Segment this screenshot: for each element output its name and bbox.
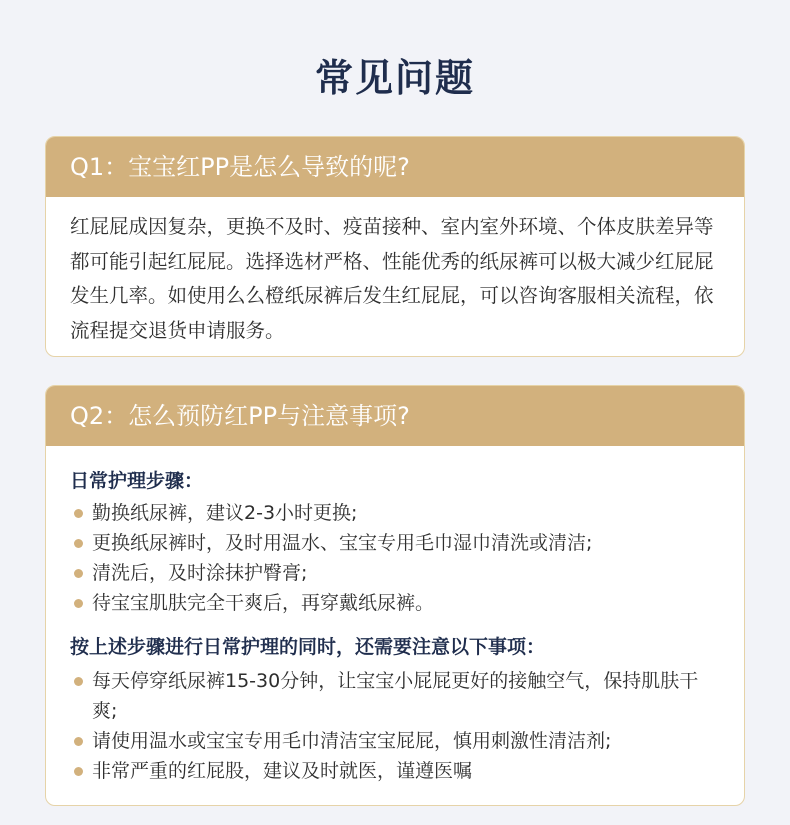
- list-item: [70, 528, 720, 558]
- bullet-dot-icon: [74, 599, 83, 608]
- list-item-text: 请使用温水或宝宝专用毛巾清洁宝宝屁屁，慎用刺激性清洁剂;: [92, 730, 612, 752]
- page-title: 常见问题: [314, 56, 475, 100]
- list-item: [70, 558, 720, 588]
- list-item: [70, 666, 720, 726]
- list-item: [70, 588, 720, 618]
- daily-care-title: 日常护理步骤：: [70, 470, 204, 492]
- list-item: [70, 756, 720, 786]
- precautions-list: [70, 666, 720, 786]
- list-item-text: 更换纸尿裤时，及时用温水、宝宝专用毛巾湿巾清洗或清洁;: [92, 532, 593, 554]
- bullet-dot-icon: [74, 767, 83, 776]
- bullet-dot-icon: [74, 569, 83, 578]
- list-item-text: 勤换纸尿裤，建议2-3小时更换;: [92, 502, 358, 524]
- bullet-dot-icon: [74, 509, 83, 518]
- daily-care-list: [70, 498, 720, 618]
- faq-answer-q1: 红屁屁成因复杂，更换不及时、疫苗接种、室内室外环境、个体皮肤差异等都可能引起红屁屁。选择选材严格、性能优秀的纸尿裤可以极大减少红屁屁发生几率。如使用么么橙纸尿裤后发生红屁屁，可以咨询客服相关流程，依流程提交退货申请服务。: [70, 215, 714, 342]
- list-item-text: 每天停穿纸尿裤15-30分钟，让宝宝小屁屁更好的接触空气，保持肌肤干爽;: [92, 670, 699, 722]
- bullet-dot-icon: [74, 539, 83, 548]
- list-item-text: 清洗后，及时涂抹护臀膏;: [92, 562, 308, 584]
- bullet-dot-icon: [74, 737, 83, 746]
- faq-question-q1: Q1：宝宝红PP是怎么导致的呢?: [46, 137, 744, 197]
- list-item-text: 非常严重的红屁股，建议及时就医，谨遵医嘱: [92, 760, 473, 782]
- list-item: [70, 726, 720, 756]
- list-item: [70, 498, 720, 528]
- faq-card-q1: [45, 136, 745, 357]
- faq-answer-body-q1: [46, 197, 744, 348]
- faq-question-q2: Q2：怎么预防红PP与注意事项?: [46, 386, 744, 446]
- bullet-dot-icon: [74, 677, 83, 686]
- faq-answer-body-q2: [46, 446, 744, 786]
- faq-card-q2: [45, 385, 745, 806]
- precautions-title: 按上述步骤进行日常护理的同时，还需要注意以下事项：: [70, 636, 546, 658]
- list-item-text: 待宝宝肌肤完全干爽后，再穿戴纸尿裤。: [92, 592, 435, 614]
